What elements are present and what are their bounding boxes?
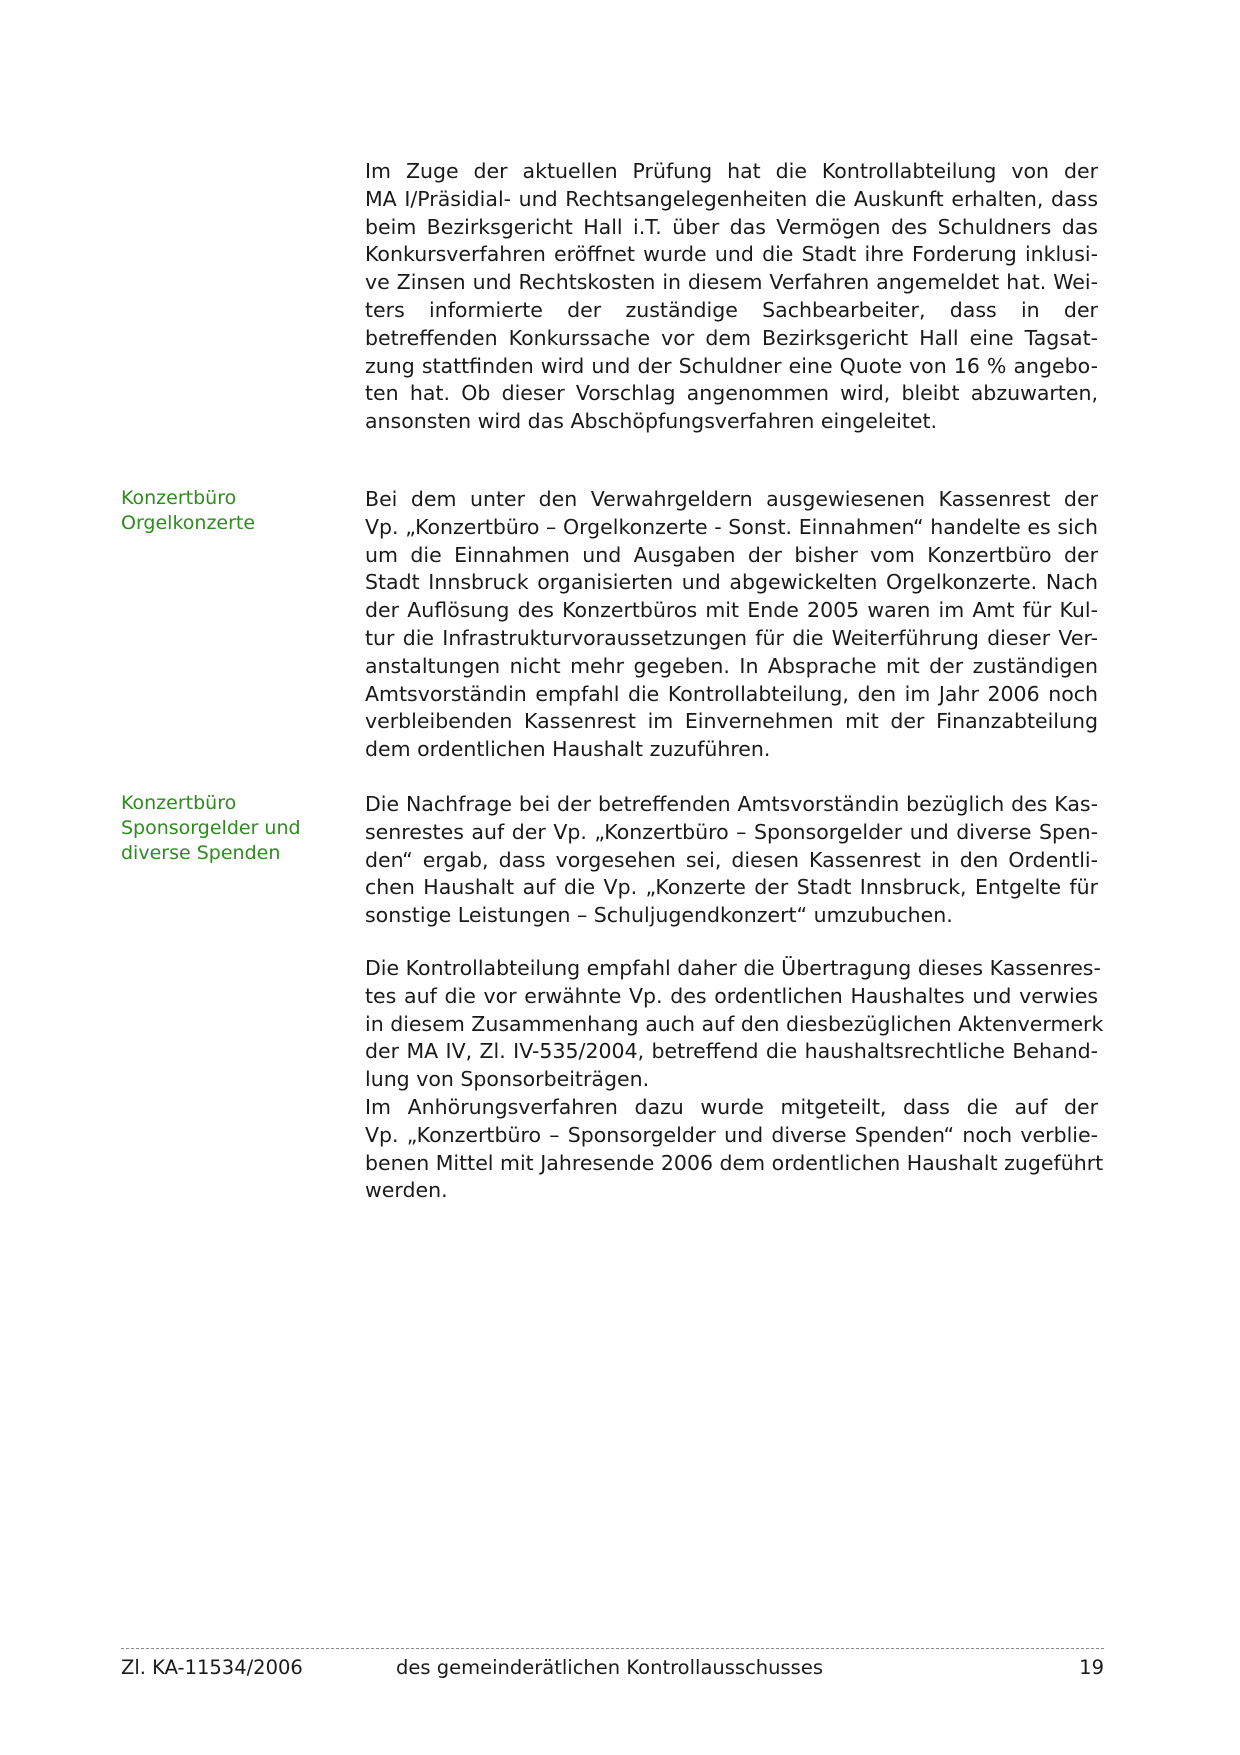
text-line: ten hat. Ob dieser Vorschlag angenommen wird, bleibt abzuwarten,: [365, 381, 1098, 406]
text-line: anstaltungen nicht mehr gegeben. In Absprache mit der zuständigen: [365, 653, 1098, 678]
text-line: MA I/Präsidial- und Rechtsangelegenheiten die Auskunft erhalten, dass: [365, 186, 1098, 211]
text-line: Die Nachfrage bei der betreffenden Amtsvorständin bezüglich des Kas-: [365, 792, 1098, 816]
text-line: tur die Infrastrukturvoraussetzungen für die Weiterführung dieser Ver-: [365, 625, 1098, 650]
text-line: beim Bezirksgericht Hall i.T. über das Vermögen des Schuldners das: [365, 214, 1098, 239]
paragraph-empfehlung: [365, 955, 1104, 1205]
text-line: benen Mittel mit Jahresende 2006 dem ordentlichen Haushalt zugeführt: [365, 1150, 1104, 1175]
text-line: in diesem Zusammenhang auch auf den diesbezüglichen Aktenvermerk: [365, 1011, 1104, 1036]
text-line: sonstige Leistungen – Schuljugendkonzert“ umzubuchen.: [365, 903, 953, 928]
margin-note-line: Konzertbüro: [121, 792, 237, 814]
text-line: Stadt Innsbruck organisierten und abgewickelten Orgelkonzerte. Nach: [365, 570, 1098, 595]
text-line: Amtsvorständin empfahl die Kontrollabteilung, den im Jahr 2006 noch: [365, 681, 1098, 706]
text-line: betreffenden Konkurssache vor dem Bezirksgericht Hall eine Tagsat-: [365, 325, 1098, 350]
footer-divider: [121, 1648, 1104, 1649]
text-line: um die Einnahmen und Ausgaben der bisher vom Konzertbüro der: [365, 542, 1098, 567]
paragraph-konkursverfahren: [365, 158, 1098, 436]
text-line: der MA IV, Zl. IV-535/2004, betreffend die haushaltsrechtliche Behand-: [365, 1039, 1098, 1064]
page-number: 19: [1079, 1656, 1104, 1679]
margin-note-sponsorgelder: [121, 791, 321, 866]
text-line: der Auflösung des Konzertbüros mit Ende 2005 waren im Amt für Kul-: [365, 598, 1098, 623]
text-line: ters informierte der zuständige Sachbearbeiter, dass in der: [365, 297, 1098, 322]
text-line: zung stattfinden wird und der Schuldner eine Quote von 16 % angebo-: [365, 353, 1098, 378]
margin-note-line: diverse Spenden: [121, 842, 281, 864]
text-line: werden.: [365, 1178, 448, 1203]
text-line: Bei dem unter den Verwahrgeldern ausgewiesenen Kassenrest der: [365, 487, 1098, 511]
text-line: Vp. „Konzertbüro – Sponsorgelder und diverse Spenden“ noch verblie-: [365, 1122, 1098, 1147]
text-line: Die Kontrollabteilung empfahl daher die Übertragung dieses Kassenres-: [365, 956, 1101, 980]
margin-note-line: Sponsorgelder und: [121, 817, 301, 839]
text-line: ansonsten wird das Abschöpfungsverfahren eingeleitet.: [365, 409, 938, 434]
margin-note-line: Orgelkonzerte: [121, 512, 256, 534]
text-line: tes auf die vor erwähnte Vp. des ordentlichen Haushaltes und verwies: [365, 983, 1098, 1008]
text-line: Konkursverfahren eröffnet wurde und die Stadt ihre Forderung inklusi-: [365, 242, 1098, 267]
text-line: Im Zuge der aktuellen Prüfung hat die Kontrollabteilung von der: [365, 159, 1098, 183]
text-line: Im Anhörungsverfahren dazu wurde mitgeteilt, dass die auf der: [365, 1094, 1098, 1119]
text-line: den“ ergab, dass vorgesehen sei, diesen Kassenrest in den Ordentli-: [365, 847, 1098, 872]
text-line: Vp. „Konzertbüro – Orgelkonzerte - Sonst. Einnahmen“ handelte es sich: [365, 514, 1098, 539]
text-line: chen Haushalt auf die Vp. „Konzerte der Stadt Innsbruck, Entgelte für: [365, 875, 1098, 900]
text-line: ve Zinsen und Rechtskosten in diesem Verfahren angemeldet hat. Wei-: [365, 270, 1098, 295]
paragraph-sponsorgelder: [365, 791, 1098, 930]
margin-note-line: Konzertbüro: [121, 487, 237, 509]
footer-title: des gemeinderätlichen Kontrollausschusses: [396, 1656, 823, 1679]
text-line: lung von Sponsorbeiträgen.: [365, 1067, 650, 1092]
text-line: dem ordentlichen Haushalt zuzuführen.: [365, 737, 771, 762]
margin-note-orgelkonzerte: [121, 486, 321, 536]
text-line: senrestes auf der Vp. „Konzertbüro – Sponsorgelder und diverse Spen-: [365, 819, 1098, 844]
footer-reference: Zl. KA-11534/2006: [121, 1656, 303, 1679]
text-line: verbleibenden Kassenrest im Einvernehmen mit der Finanzabteilung: [365, 709, 1098, 734]
paragraph-orgelkonzerte: [365, 486, 1098, 764]
